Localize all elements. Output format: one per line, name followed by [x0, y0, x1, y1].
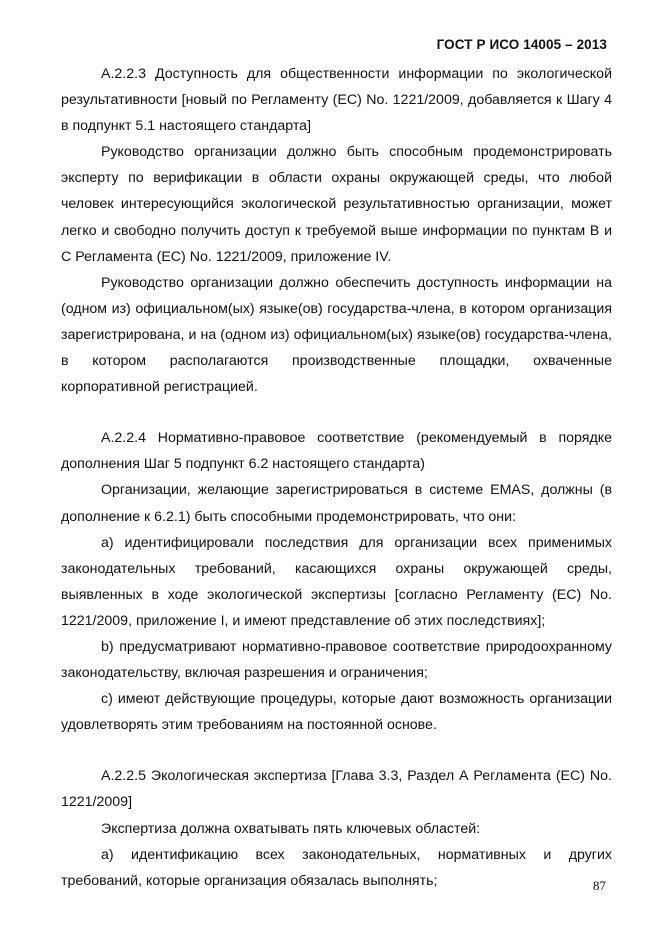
paragraph: Руководство организации должно быть способным продемонстрировать эксперту по верификации в области охраны окружающей среды, что любой человек интересующийся экологической результативностью организации, может легко и свободно получить доступ к требуемой выше информации по пунктам В и С Регламента (ЕС) No. 1221/2009, приложение IV.: [61, 144, 612, 265]
list-item: а) идентифицировали последствия для организации всех применимых законодательных требований, касающихся охраны окружающей среды, выявленных в ходе экологической экспертизы [согласно Регламенту (ЕС) No. 1221/2009, приложение I, и имеют представление об этих последствиях];: [61, 534, 612, 629]
paragraph: Экспертиза должна охватывать пять ключевых областей:: [101, 820, 481, 837]
spacer: [61, 400, 612, 425]
section-heading-a223: А.2.2.3 Доступность для общественности информации по экологической результативности [новый по Регламенту (ЕС) No. 1221/2009, добавляется к Шагу 4 в подпункт 5.1 настоящего стандарта]: [61, 66, 612, 135]
standard-header: ГОСТ Р ИСО 14005 – 2013: [436, 37, 607, 52]
section-heading-a224: А.2.2.4 Нормативно-правовое соответствие (рекомендуемый в порядке дополнения Шаг 5 подпункт 6.2 настоящего стандарта): [61, 430, 612, 473]
list-item: b) предусматривают нормативно-правовое соответствие природоохранному законодательству, включая разрешения и ограничения;: [61, 638, 612, 682]
page-number: 87: [593, 878, 606, 893]
list-item: а) идентификацию всех законодательных, нормативных и других требований, которые организация обязалась выполнять;: [61, 846, 612, 889]
list-item: с) имеют действующие процедуры, которые дают возможность организации удовлетворять этим требованиям на постоянной основе.: [61, 691, 612, 734]
paragraph: Руководство организации должно обеспечить доступность информации на (одном из) официальном(ых) языке(ов) государства-члена, в котором организация зарегистрирована, и на (одном из) официальном(ых) языке(ов) государства-члена, в котором располагаются производственные площадки, охваченные корпоративной регистрацией.: [61, 274, 612, 396]
document-body: [61, 61, 612, 894]
section-heading-a225: А.2.2.5 Экологическая экспертиза [Глава 3.3, Раздел А Регламента (ЕС) No. 1221/2009]: [61, 768, 612, 811]
paragraph: Организации, желающие зарегистрироваться в системе EMAS, должны (в дополнение к 6.2.1) быть способными продемонстрировать, что они:: [61, 482, 612, 525]
spacer: [61, 738, 612, 763]
